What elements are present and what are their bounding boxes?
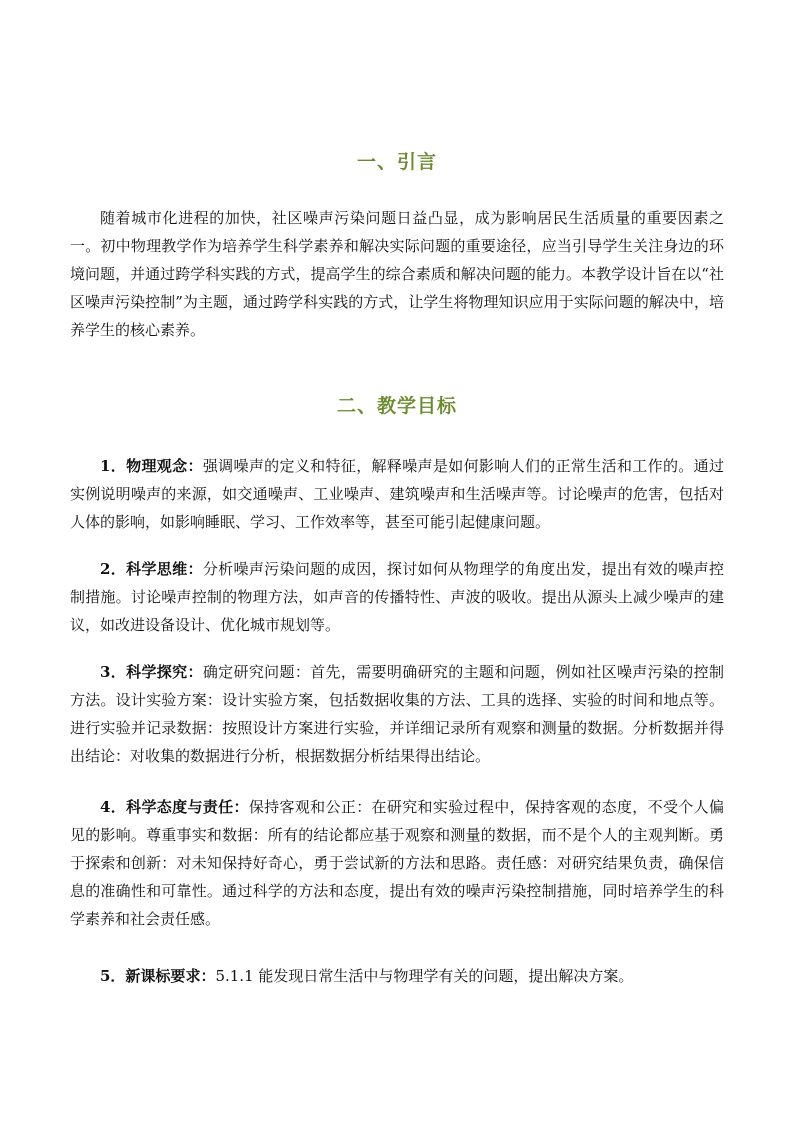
- section-heading-intro: 一、引言: [356, 151, 437, 173]
- objective-label: 5．新课标要求：: [100, 967, 216, 985]
- objective-text: 确定研究问题：首先，需要明确研究的主题和问题，例如社区噪声污染的控制方法。设计实验方案：设计实验方案，包括数据收集的方法、工具的选择、实验的时间和地点等。进行实验并记录数据：按照设计方案进行实验，并详细记录所有观察和测量的数据。分析数据并得出结论：对收集的数据进行分析，根据数据分析结果得出结论。: [70, 663, 724, 765]
- objective-label: 4．科学态度与责任：: [100, 798, 249, 816]
- objective-label: 3．科学探究：: [100, 663, 203, 681]
- objective-item-attitude-responsibility: [70, 793, 724, 933]
- objective-text: 强调噪声的定义和特征，解释噪声是如何影响人们的正常生活和工作的。通过实例说明噪声的来源，如交通噪声、工业噪声、建筑噪声和生活噪声等。讨论噪声的危害，包括对人体的影响，如影响睡眠、学习、工作效率等，甚至可能引起健康问题。: [70, 457, 724, 531]
- objective-text: 5.1.1 能发现日常生活中与物理学有关的问题，提出解决方案。: [215, 967, 634, 985]
- objective-item-scientific-thinking: [70, 555, 724, 639]
- objective-label: 2．科学思维：: [100, 560, 203, 578]
- objective-item-scientific-inquiry: [70, 658, 724, 770]
- objective-text: 分析噪声污染问题的成因，探讨如何从物理学的角度出发，提出有效的噪声控制措施。讨论噪声控制的物理方法，如声音的传播特性、声波的吸收。提出从源头上减少噪声的建议，如改进设备设计、优化城市规划等。: [70, 560, 724, 634]
- section-heading-objectives: 二、教学目标: [336, 395, 457, 417]
- intro-paragraph: 随着城市化进程的加快，社区噪声污染问题日益凸显，成为影响居民生活质量的重要因素之一。初中物理教学作为培养学生科学素养和解决实际问题的重要途径，应当引导学生关注身边的环境问题，并通过跨学科实践的方式，提高学生的综合素质和解决问题的能力。本教学设计旨在以“社区噪声污染控制”为主题，通过跨学科实践的方式，让学生将物理知识应用于实际问题的解决中，培养学生的核心素养。: [70, 209, 724, 339]
- objective-text: 保持客观和公正：在研究和实验过程中，保持客观的态度，不受个人偏见的影响。尊重事实和数据：所有的结论都应基于观察和测量的数据，而不是个人的主观判断。勇于探索和创新：对未知保持好奇心，勇于尝试新的方法和思路。责任感：对研究结果负责，确保信息的准确性和可靠性。通过科学的方法和态度，提出有效的噪声污染控制措施，同时培养学生的科学素养和社会责任感。: [70, 798, 724, 928]
- objective-item-curriculum-standard: [70, 962, 724, 990]
- objective-item-physics-concept: [70, 452, 724, 536]
- objective-label: 1．物理观念：: [100, 457, 203, 475]
